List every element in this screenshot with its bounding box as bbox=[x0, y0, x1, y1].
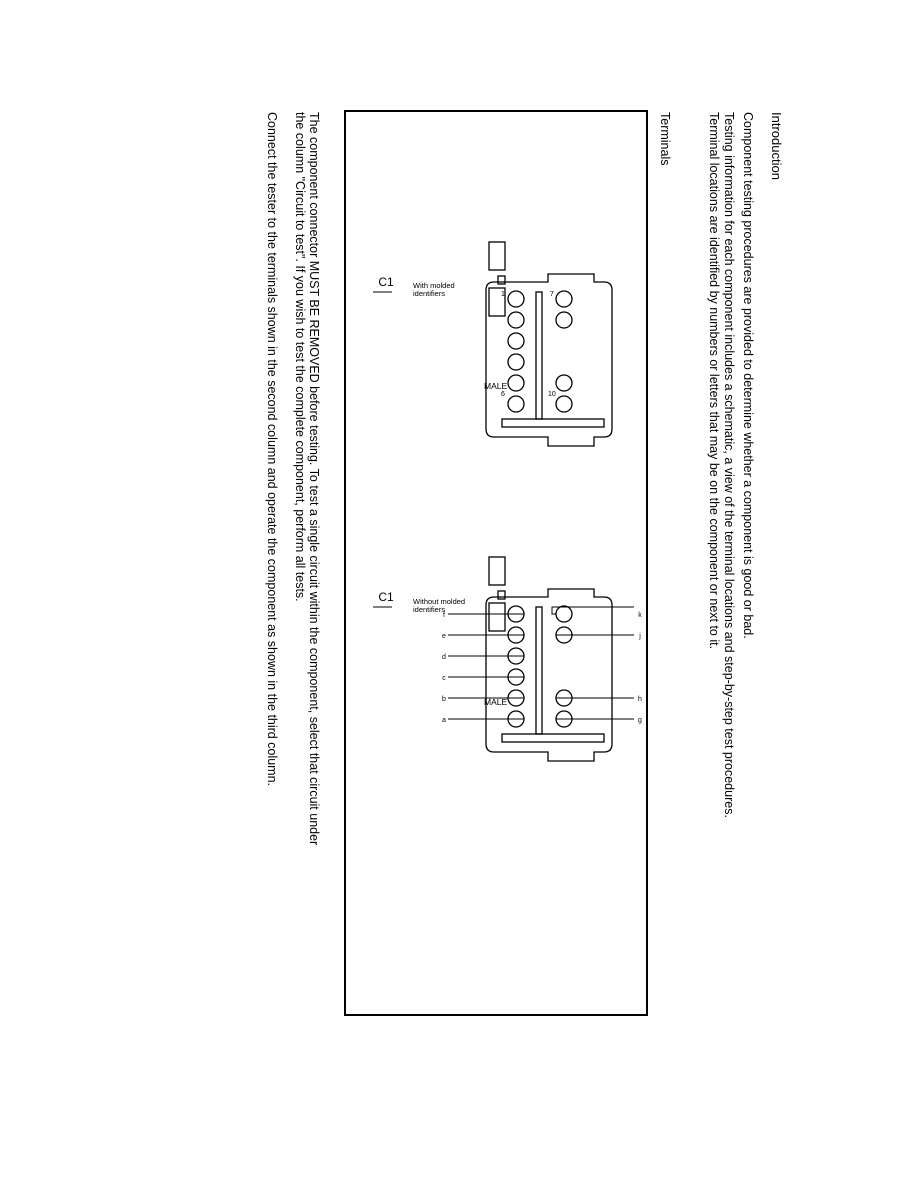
pin-right-letter-c: c bbox=[442, 675, 446, 682]
intro-line-3: Terminal locations are identified by numbers or letters that may be on the component or next to it. bbox=[707, 112, 721, 650]
pin-left-label-7: 7 bbox=[550, 291, 554, 298]
pin-left-3 bbox=[508, 354, 524, 370]
pin-right-letter-b: b bbox=[442, 696, 446, 703]
terminals-figure-box bbox=[344, 110, 648, 1016]
connector-right-caption-1: Without molded bbox=[413, 597, 466, 606]
pin-left-6 bbox=[508, 291, 524, 307]
leader-lines bbox=[448, 607, 634, 719]
introduction-heading: Introduction bbox=[769, 112, 784, 180]
connector-left-caption-2: identifiers bbox=[413, 289, 446, 298]
connector-right-caption-2: identifiers bbox=[413, 605, 446, 614]
leader-line-k bbox=[552, 607, 634, 614]
pin-left-10 bbox=[556, 291, 572, 307]
intro-line-2: Testing information for each component includes a schematic, a view of the terminal locations and step-by-step test procedures. bbox=[722, 112, 736, 818]
connector-right-gender: MALE bbox=[484, 697, 508, 707]
connector-right-key-tab-2 bbox=[489, 603, 505, 631]
connector-right-key-tab-1 bbox=[489, 557, 505, 585]
note-line-3: Connect the tester to the terminals shown in the second column and operate the component as shown in the third column. bbox=[265, 112, 279, 787]
pin-right-letter-d: d bbox=[442, 654, 446, 661]
connector-left-caption-1: With molded bbox=[413, 281, 455, 290]
pin-left-2 bbox=[508, 375, 524, 391]
terminals-figure bbox=[342, 112, 646, 1018]
pin-left-label-10: 10 bbox=[548, 391, 556, 398]
terminals-heading: Terminals bbox=[658, 112, 672, 166]
connector-right-latch-bar bbox=[502, 734, 604, 742]
pin-right-letter-f: f bbox=[443, 612, 445, 619]
pin-right-letter-h: h bbox=[638, 696, 642, 703]
pin-right-letter-j: j bbox=[639, 633, 641, 640]
connector-left-divider bbox=[536, 292, 542, 419]
pin-left-label-6: 6 bbox=[501, 391, 505, 398]
connector-right-divider bbox=[536, 607, 542, 734]
pin-right-letter-e: e bbox=[442, 633, 446, 640]
connector-right-key-tab-small bbox=[498, 591, 505, 599]
connector-left-latch-bar bbox=[502, 419, 604, 427]
connector-right-label: C1 bbox=[378, 590, 394, 604]
note-line-2: the column "Circuit to test". If you wish to test the complete component, perform all tests. bbox=[293, 112, 307, 602]
pin-right-letter-k: k bbox=[638, 612, 642, 619]
pin-right-k bbox=[556, 606, 572, 622]
connector-left-key-tab-small bbox=[498, 276, 505, 284]
pin-left-8 bbox=[556, 375, 572, 391]
pin-right-letter-a: a bbox=[442, 717, 446, 724]
connector-left bbox=[486, 242, 612, 446]
note-line-1: The component connector MUST BE REMOVED before testing. To test a single circuit within the component, select that circuit under bbox=[307, 112, 321, 846]
connector-left-key-tab-1 bbox=[489, 242, 505, 270]
connector-right bbox=[486, 557, 612, 761]
pin-left-5 bbox=[508, 312, 524, 328]
pin-left-7 bbox=[556, 396, 572, 412]
pin-left-1 bbox=[508, 396, 524, 412]
pin-left-9 bbox=[556, 312, 572, 328]
pin-right-letter-g: g bbox=[638, 717, 642, 724]
pin-left-4 bbox=[508, 333, 524, 349]
connector-left-label: C1 bbox=[378, 275, 394, 289]
pin-left-label-1: 1 bbox=[501, 291, 505, 298]
intro-line-1: Component testing procedures are provided to determine whether a component is good or bad. bbox=[741, 112, 755, 639]
connector-left-gender: MALE bbox=[484, 381, 508, 391]
